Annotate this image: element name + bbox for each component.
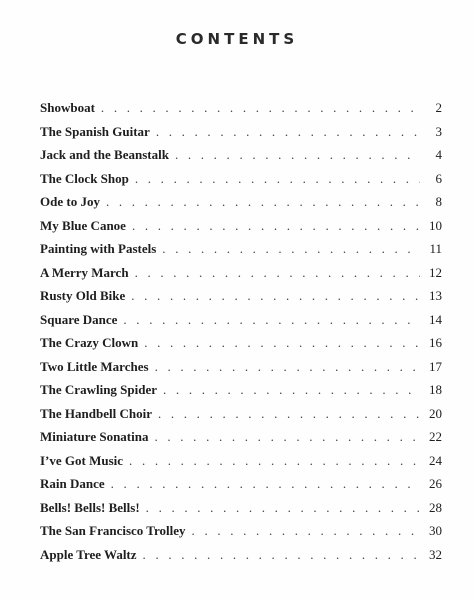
toc-entry-title: A Merry March xyxy=(40,264,129,280)
toc-entry-title: The San Francisco Trolley xyxy=(40,523,186,538)
toc-entry-title: Miniature Sonatina xyxy=(40,429,149,444)
toc-entry-title: Two Little Marches xyxy=(40,358,149,374)
toc-entry-page-number: 8 xyxy=(435,194,442,209)
toc-entry xyxy=(40,382,442,406)
dot-leader xyxy=(154,429,420,445)
toc-entry xyxy=(40,194,442,218)
toc-entry-title: Square Dance xyxy=(40,311,118,327)
dot-leader xyxy=(146,500,420,516)
toc-entry xyxy=(40,241,442,265)
toc-entry-title: The Handbell Choir xyxy=(40,405,152,421)
toc-entry xyxy=(40,147,442,171)
dot-leader xyxy=(135,171,420,187)
toc-entry xyxy=(40,124,442,148)
dot-leader xyxy=(175,147,420,163)
page-title: CONTENTS xyxy=(175,30,299,48)
toc-entry-title: Apple Tree Waltz xyxy=(40,546,137,562)
dot-leader xyxy=(143,547,420,563)
toc-entry xyxy=(40,100,442,124)
dot-leader xyxy=(163,382,420,398)
toc-entry xyxy=(40,288,442,312)
toc-entry xyxy=(40,171,442,195)
dot-leader xyxy=(101,100,420,116)
toc-entry-page-number: 10 xyxy=(429,217,442,233)
toc-entry xyxy=(40,453,442,477)
toc-entry-title: Showboat xyxy=(40,100,95,115)
toc-entry-page-number: 4 xyxy=(435,147,442,162)
toc-entry-page-number: 12 xyxy=(429,264,442,280)
toc-entry-title: Rusty Old Bike xyxy=(40,288,126,303)
toc-entry-title: Painting with Pastels xyxy=(40,241,157,256)
toc-entry-page-number: 20 xyxy=(429,405,442,421)
table-of-contents xyxy=(40,100,442,570)
toc-entry xyxy=(40,406,442,430)
toc-entry-page-number: 11 xyxy=(429,241,442,256)
toc-entry xyxy=(40,335,442,359)
dot-leader xyxy=(155,359,420,375)
toc-entry-title: Bells! Bells! Bells! xyxy=(40,499,140,515)
toc-entry-title: The Crawling Spider xyxy=(40,382,158,397)
toc-entry-page-number: 16 xyxy=(429,335,442,350)
toc-entry xyxy=(40,547,442,571)
toc-entry-title: The Spanish Guitar xyxy=(40,123,150,139)
toc-entry xyxy=(40,218,442,242)
toc-entry-page-number: 13 xyxy=(429,288,442,303)
toc-entry-title: My Blue Canoe xyxy=(40,217,126,233)
dot-leader xyxy=(111,476,420,492)
toc-entry xyxy=(40,265,442,289)
toc-entry-page-number: 26 xyxy=(429,476,442,491)
dot-leader xyxy=(123,312,420,328)
toc-entry-title: The Clock Shop xyxy=(40,170,129,186)
toc-entry xyxy=(40,429,442,453)
toc-entry-title: Jack and the Beanstalk xyxy=(40,147,169,162)
toc-entry xyxy=(40,359,442,383)
toc-entry-page-number: 32 xyxy=(429,546,442,562)
toc-entry-page-number: 6 xyxy=(435,170,442,186)
toc-entry xyxy=(40,500,442,524)
toc-entry-title: I’ve Got Music xyxy=(40,452,124,468)
dot-leader xyxy=(135,265,420,281)
toc-entry-page-number: 17 xyxy=(429,358,442,374)
dot-leader xyxy=(106,194,420,210)
toc-entry-title: Ode to Joy xyxy=(40,194,100,209)
toc-entry-title: The Crazy Clown xyxy=(40,335,139,350)
toc-entry-page-number: 30 xyxy=(429,523,442,538)
toc-entry-page-number: 22 xyxy=(429,429,442,444)
toc-entry xyxy=(40,523,442,547)
toc-entry-title: Rain Dance xyxy=(40,476,105,491)
dot-leader xyxy=(192,523,420,539)
toc-entry-page-number: 2 xyxy=(435,100,442,115)
dot-leader xyxy=(144,335,420,351)
dot-leader xyxy=(132,218,420,234)
toc-entry xyxy=(40,476,442,500)
toc-entry xyxy=(40,312,442,336)
toc-entry-page-number: 28 xyxy=(429,499,442,515)
dot-leader xyxy=(156,124,420,140)
toc-entry-page-number: 3 xyxy=(435,123,442,139)
dot-leader xyxy=(158,406,420,422)
toc-entry-page-number: 18 xyxy=(429,382,442,397)
dot-leader xyxy=(131,288,420,304)
dot-leader xyxy=(129,453,420,469)
dot-leader xyxy=(162,241,420,257)
toc-entry-page-number: 14 xyxy=(429,311,442,327)
toc-entry-page-number: 24 xyxy=(429,452,442,468)
